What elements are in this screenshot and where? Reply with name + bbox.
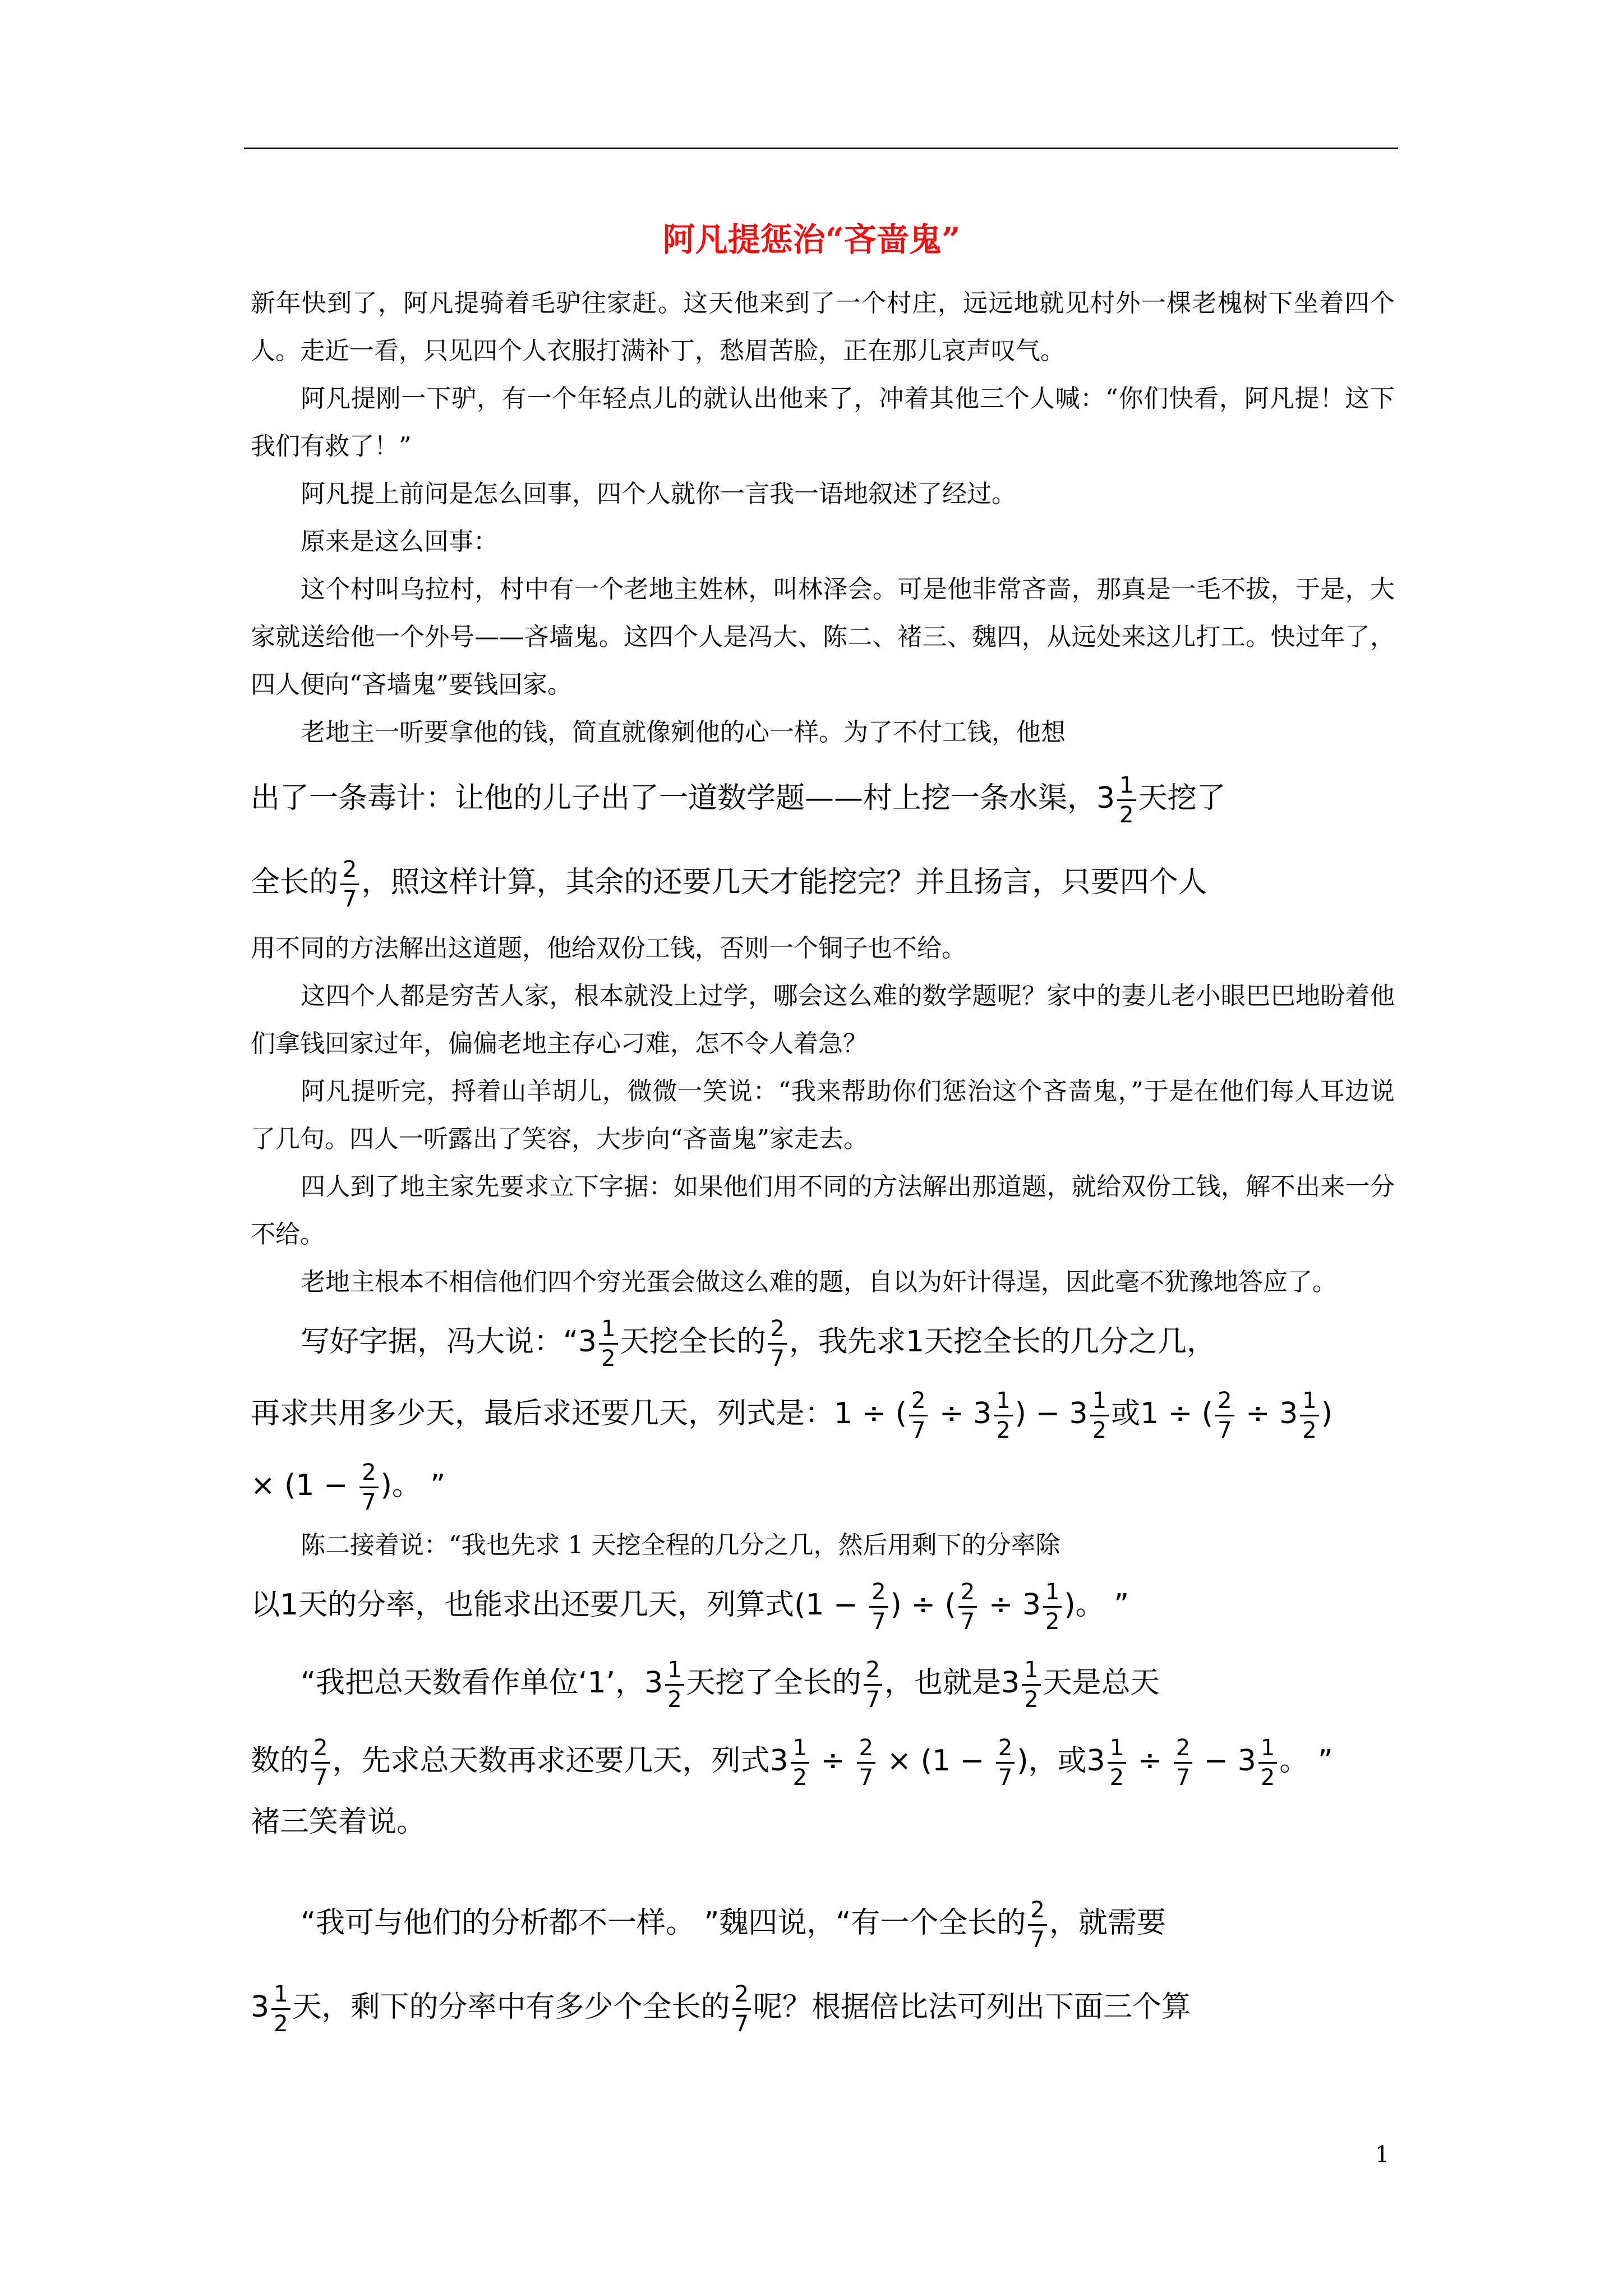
fraction-2-7: $\frac{2}{7}$ bbox=[768, 1318, 787, 1370]
fraction-1-2: $\frac{1}{2}$ bbox=[271, 1983, 290, 2035]
fraction-2-7: $\frac{2}{7}$ bbox=[996, 1737, 1015, 1789]
fraction-1-2: $\frac{1}{2}$ bbox=[994, 1389, 1012, 1442]
math-line: 以1天的分率，也能求出还要几天，列算式(1 − $\frac{2}{7}$ ) ÷ ( $\frac{2}{7}$ ÷ 3 $\frac{1}{2}$ )。 ” bbox=[251, 1579, 1129, 1635]
math-line: “我可与他们的分析都不一样。 ”魏四说，“有一个全长的 $\frac{2}{7}$ ，就需要 bbox=[301, 1897, 1166, 1953]
fraction-2-7: $\frac{2}{7}$ bbox=[857, 1737, 875, 1789]
math-line: 出了一条毒计：让他的儿子出了一道数学题——村上挖一条水渠，3 $\frac{1}{2}$ 天挖了 bbox=[251, 772, 1226, 828]
math-line: 数的 $\frac{2}{7}$ ，先求总天数再求还要几天，列式3 $\frac{1}{2}$ ÷ $\frac{2}{7}$ × (1 − $\frac{2}{7}$ )，或3 $\frac{1}{2}$ ÷ $\frac{2}{7}$ − 3 $\frac{1}{2}$ 。 ” bbox=[251, 1734, 1333, 1791]
math-line: 全长的 $\frac{2}{7}$ ，照这样计算，其余的还要几天才能挖完？并且扬言，只要四个人 bbox=[251, 856, 1207, 912]
fraction-1-2: $\frac{1}{2}$ bbox=[1300, 1389, 1318, 1442]
fraction-2-7: $\frac{2}{7}$ bbox=[340, 858, 359, 910]
math-line: 再求共用多少天，最后求还要几天，列式是：1 ÷ ( $\frac{2}{7}$ ÷ 3 $\frac{1}{2}$ ) − 3 $\frac{1}{2}$ 或1 ÷ ( $\frac{2}{7}$ ÷ 3 $\frac{1}{2}$ ) bbox=[251, 1387, 1333, 1443]
math-line: 3 $\frac{1}{2}$ 天，剩下的分率中有多少个全长的 $\frac{2}{7}$ 呢？根据倍比法可列出下面三个算 bbox=[251, 1981, 1191, 2037]
paragraph: 这个村叫乌拉村，村中有一个老地主姓林，叫林泽会。可是他非常吝啬，那真是一毛不拔，于是，大家就送给他一个外号——吝墙鬼。这四个人是冯大、陈二、褚三、魏四，从远处来这儿打工。快过年了，四人便向“吝墙鬼”要钱回家。 bbox=[251, 575, 1395, 699]
fraction-2-7: $\frac{2}{7}$ bbox=[958, 1581, 977, 1633]
fraction-1-2: $\frac{1}{2}$ bbox=[1108, 1737, 1126, 1789]
paragraph: 新年快到了，阿凡提骑着毛驴往家赶。这天他来到了一个村庄，远远地就见村外一棵老槐树下坐着四个人。走近一看，只见四个人衣服打满补丁，愁眉苦脸，正在那儿哀声叹气。 bbox=[251, 289, 1395, 365]
paragraph: 阿凡提听完，捋着山羊胡儿，微微一笑说：“我来帮助你们惩治这个吝啬鬼，”于是在他们每人耳边说了几句。四人一听露出了笑容，大步向“吝啬鬼”家走去。 bbox=[251, 1077, 1395, 1153]
paragraph: 阿凡提上前问是怎么回事，四个人就你一言我一语地叙述了经过。 bbox=[301, 480, 1016, 508]
page-title: 阿凡提惩治“吝啬鬼” bbox=[662, 220, 961, 259]
header-rule bbox=[244, 148, 1398, 149]
fraction-2-7: $\frac{2}{7}$ bbox=[359, 1461, 378, 1513]
page-number: 1 bbox=[1375, 2142, 1390, 2168]
fraction-2-7: $\frac{2}{7}$ bbox=[1028, 1899, 1046, 1951]
paragraph: 老地主一听要拿他的钱，简直就像剜他的心一样。为了不付工钱，他想 bbox=[301, 718, 1066, 747]
math-line: “我把总天数看作单位‘1’，3 $\frac{1}{2}$ 天挖了全长的 $\frac{2}{7}$ ，也就是3 $\frac{1}{2}$ 天是总天 bbox=[301, 1657, 1160, 1713]
fraction-2-7: $\frac{2}{7}$ bbox=[1215, 1389, 1234, 1442]
fraction-1-2: $\frac{1}{2}$ bbox=[791, 1737, 809, 1789]
fraction-2-7: $\frac{2}{7}$ bbox=[1174, 1737, 1192, 1789]
document-body bbox=[251, 279, 1395, 2049]
fraction-2-7: $\frac{2}{7}$ bbox=[311, 1737, 330, 1789]
paragraph: 四人到了地主家先要求立下字据：如果他们用不同的方法解出那道题，就给双份工钱，解不出来一分不给。 bbox=[251, 1172, 1395, 1249]
fraction-1-2: $\frac{1}{2}$ bbox=[1117, 774, 1136, 826]
paragraph: 原来是这么回事： bbox=[301, 527, 498, 556]
fraction-2-7: $\frac{2}{7}$ bbox=[864, 1659, 882, 1711]
fraction-1-2: $\frac{1}{2}$ bbox=[1022, 1659, 1040, 1711]
fraction-1-2: $\frac{1}{2}$ bbox=[665, 1659, 684, 1711]
paragraph: 阿凡提刚一下驴，有一个年轻点儿的就认出他来了，冲着其他三个人喊：“你们快看，阿凡提！这下我们有救了！” bbox=[251, 384, 1395, 461]
math-line: 褚三笑着说。 bbox=[251, 1805, 426, 1839]
fraction-1-2: $\frac{1}{2}$ bbox=[599, 1318, 617, 1370]
mixed-number: 3 $\frac{1}{2}$ bbox=[1096, 781, 1138, 815]
fraction-2-7: $\frac{2}{7}$ bbox=[869, 1581, 888, 1633]
paragraph: 老地主根本不相信他们四个穷光蛋会做这么难的题，自以为奸计得逞，因此毫不犹豫地答应了。 bbox=[301, 1268, 1337, 1296]
fraction-1-2: $\frac{1}{2}$ bbox=[1043, 1581, 1062, 1633]
math-line: × (1 − $\frac{2}{7}$ )。 ” bbox=[251, 1459, 446, 1515]
fraction-2-7: $\frac{2}{7}$ bbox=[732, 1983, 751, 2035]
fraction-1-2: $\frac{1}{2}$ bbox=[1258, 1737, 1277, 1789]
fraction-1-2: $\frac{1}{2}$ bbox=[1090, 1389, 1109, 1442]
paragraph: 陈二接着说：“我也先求 1 天挖全程的几分之几，然后用剩下的分率除 bbox=[301, 1531, 1061, 1559]
paragraph: 这四个人都是穷苦人家，根本就没上过学，哪会这么难的数学题呢？家中的妻儿老小眼巴巴地盼着他们拿钱回家过年，偏偏老地主存心刁难，怎不令人着急？ bbox=[251, 982, 1395, 1058]
math-line: 写好字据，冯大说：“3 $\frac{1}{2}$ 天挖全长的 $\frac{2}{7}$ ，我先求1天挖全长的几分之几， bbox=[301, 1315, 1216, 1372]
paragraph: 用不同的方法解出这道题，他给双份工钱，否则一个铜子也不给。 bbox=[251, 934, 966, 963]
fraction-2-7: $\frac{2}{7}$ bbox=[909, 1389, 928, 1442]
